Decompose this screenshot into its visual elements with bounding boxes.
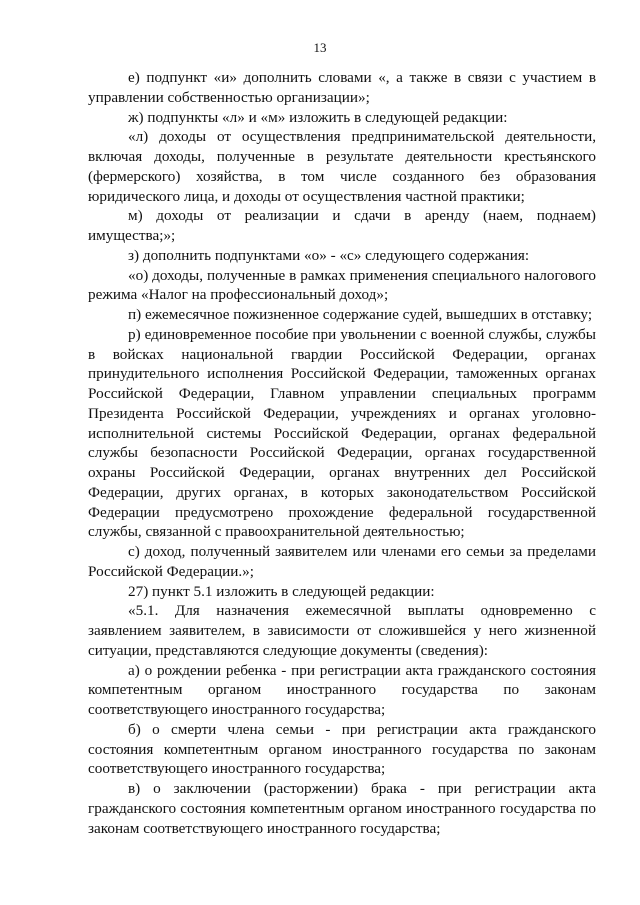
- paragraph: м) доходы от реализации и сдачи в аренду (наем, поднаем) имущества;»;: [88, 207, 596, 244]
- paragraph: в) о заключении (расторжении) брака - при регистрации акта гражданского состояния компетентным органом иностранного государства по законам соответствующего иностранного государства;: [88, 780, 596, 837]
- paragraph: ж) подпункты «л» и «м» изложить в следующей редакции:: [128, 108, 508, 126]
- page-number: 13: [313, 40, 327, 55]
- paragraph: з) дополнить подпунктами «о» - «с» следующего содержания:: [128, 246, 530, 264]
- paragraph: «л) доходы от осуществления предпринимательской деятельности, включая доходы, полученные в результате деятельности крестьянского (фермерского) хозяйства, в том числе созданного без образования юридического лица, и доходы от осуществления частной практики;: [88, 128, 596, 205]
- paragraph: 27) пункт 5.1 изложить в следующей редакции:: [128, 582, 435, 600]
- document-body: [88, 68, 596, 838]
- paragraph: р) единовременное пособие при увольнении с военной службы, службы в войсках национальной гвардии Российской Федерации, органах принудительного исполнения Российской Федерации, таможенных органах Российской Федерации, Главном управлении специальных программ Президента Российской Федерации, учреждениях и органах уголовно-исполнительной системы Российской Федерации, органах федеральной службы безопасности Российской Федерации, органах государственной охраны Российской Федерации, органах внутренних дел Российской Федерации, других органах, в которых законодательством Российской Федерации предусмотрено прохождение федеральной государственной службы, связанной с правоохранительной деятельностью;: [88, 325, 596, 541]
- paragraph: а) о рождении ребенка - при регистрации акта гражданского состояния компетентным органом иностранного государства по законам соответствующего иностранного государства;: [88, 661, 596, 718]
- paragraph: «5.1. Для назначения ежемесячной выплаты одновременно с заявлением заявителем, в зависимости от сложившейся у него жизненной ситуации, представляются следующие документы (сведения):: [88, 602, 596, 659]
- paragraph: «о) доходы, полученные в рамках применения специального налогового режима «Налог на профессиональный доход»;: [88, 266, 596, 304]
- paragraph: с) доход, полученный заявителем или членами его семьи за пределами Российской Федерации.»;: [88, 543, 596, 580]
- paragraph: е) подпункт «и» дополнить словами «, а также в связи с участием в управлении собственностью организации»;: [88, 69, 596, 106]
- paragraph: п) ежемесячное пожизненное содержание судей, вышедших в отставку;: [128, 306, 593, 323]
- paragraph: б) о смерти члена семьи - при регистрации акта гражданского состояния компетентным органом иностранного государства по законам соответствующего иностранного государства;: [88, 720, 596, 778]
